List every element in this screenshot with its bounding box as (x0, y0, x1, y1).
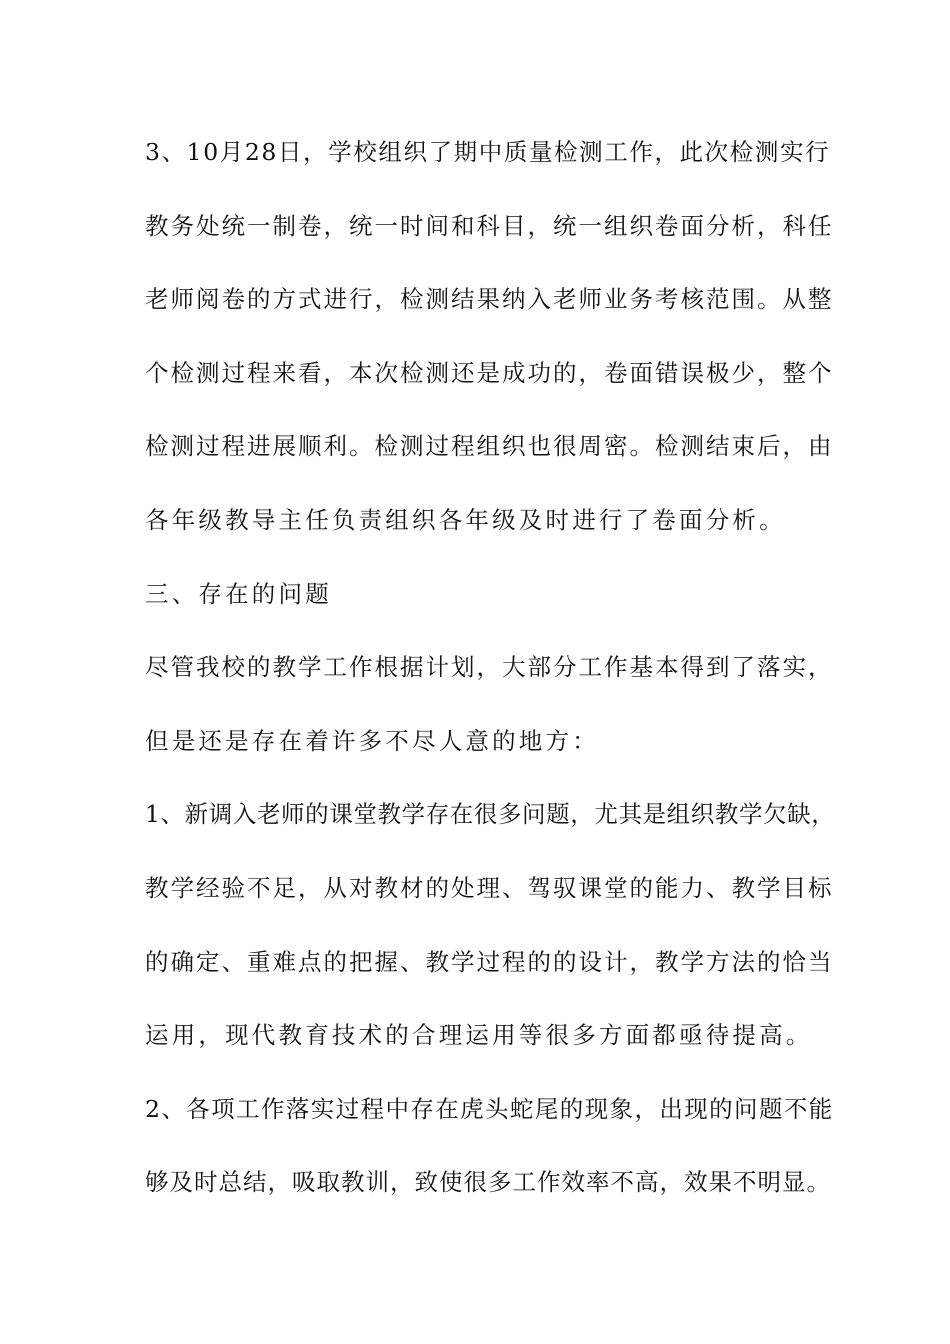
text-line: 老师阅卷的方式进行，检测结果纳入老师业务考核范围。从整 (145, 285, 834, 314)
text-line: 3、10月28日，学校组织了期中质量检测工作，此次检测实行 (145, 138, 831, 166)
text-line: 教务处统一制卷，统一时间和科目，统一组织卷面分析，科任 (145, 211, 834, 240)
text-line: 检测过程进展顺利。检测过程组织也很周密。检测结束后，由 (145, 432, 834, 461)
document-body (145, 126, 836, 1230)
text-line: 运用，现代教育技术的合理运用等很多方面都亟待提高。 (145, 1021, 813, 1050)
text-line: 但是还是存在着许多不尽人意的地方： (145, 726, 599, 755)
text-line: 尽管我校的教学工作根据计划，大部分工作基本得到了落实， (145, 653, 834, 682)
text-line: 的确定、重难点的把握、教学过程的的设计，教学方法的恰当 (145, 947, 834, 976)
text-line: 2、各项工作落实过程中存在虎头蛇尾的现象，出现的问题不能 (145, 1094, 834, 1123)
section-heading: 三、存在的问题 (145, 579, 332, 608)
text-line: 1、新调入老师的课堂教学存在很多问题，尤其是组织教学欠缺， (145, 800, 836, 829)
text-line: 够及时总结，吸取教训，致使很多工作效率不高，效果不明显。 (145, 1168, 831, 1197)
text-line: 个检测过程来看，本次检测还是成功的，卷面错误极少，整个 (145, 358, 834, 387)
text-line: 教学经验不足，从对教材的处理、驾驭课堂的能力、教学目标 (145, 873, 834, 902)
text-line: 各年级教导主任负责组织各年级及时进行了卷面分析。 (145, 505, 786, 534)
